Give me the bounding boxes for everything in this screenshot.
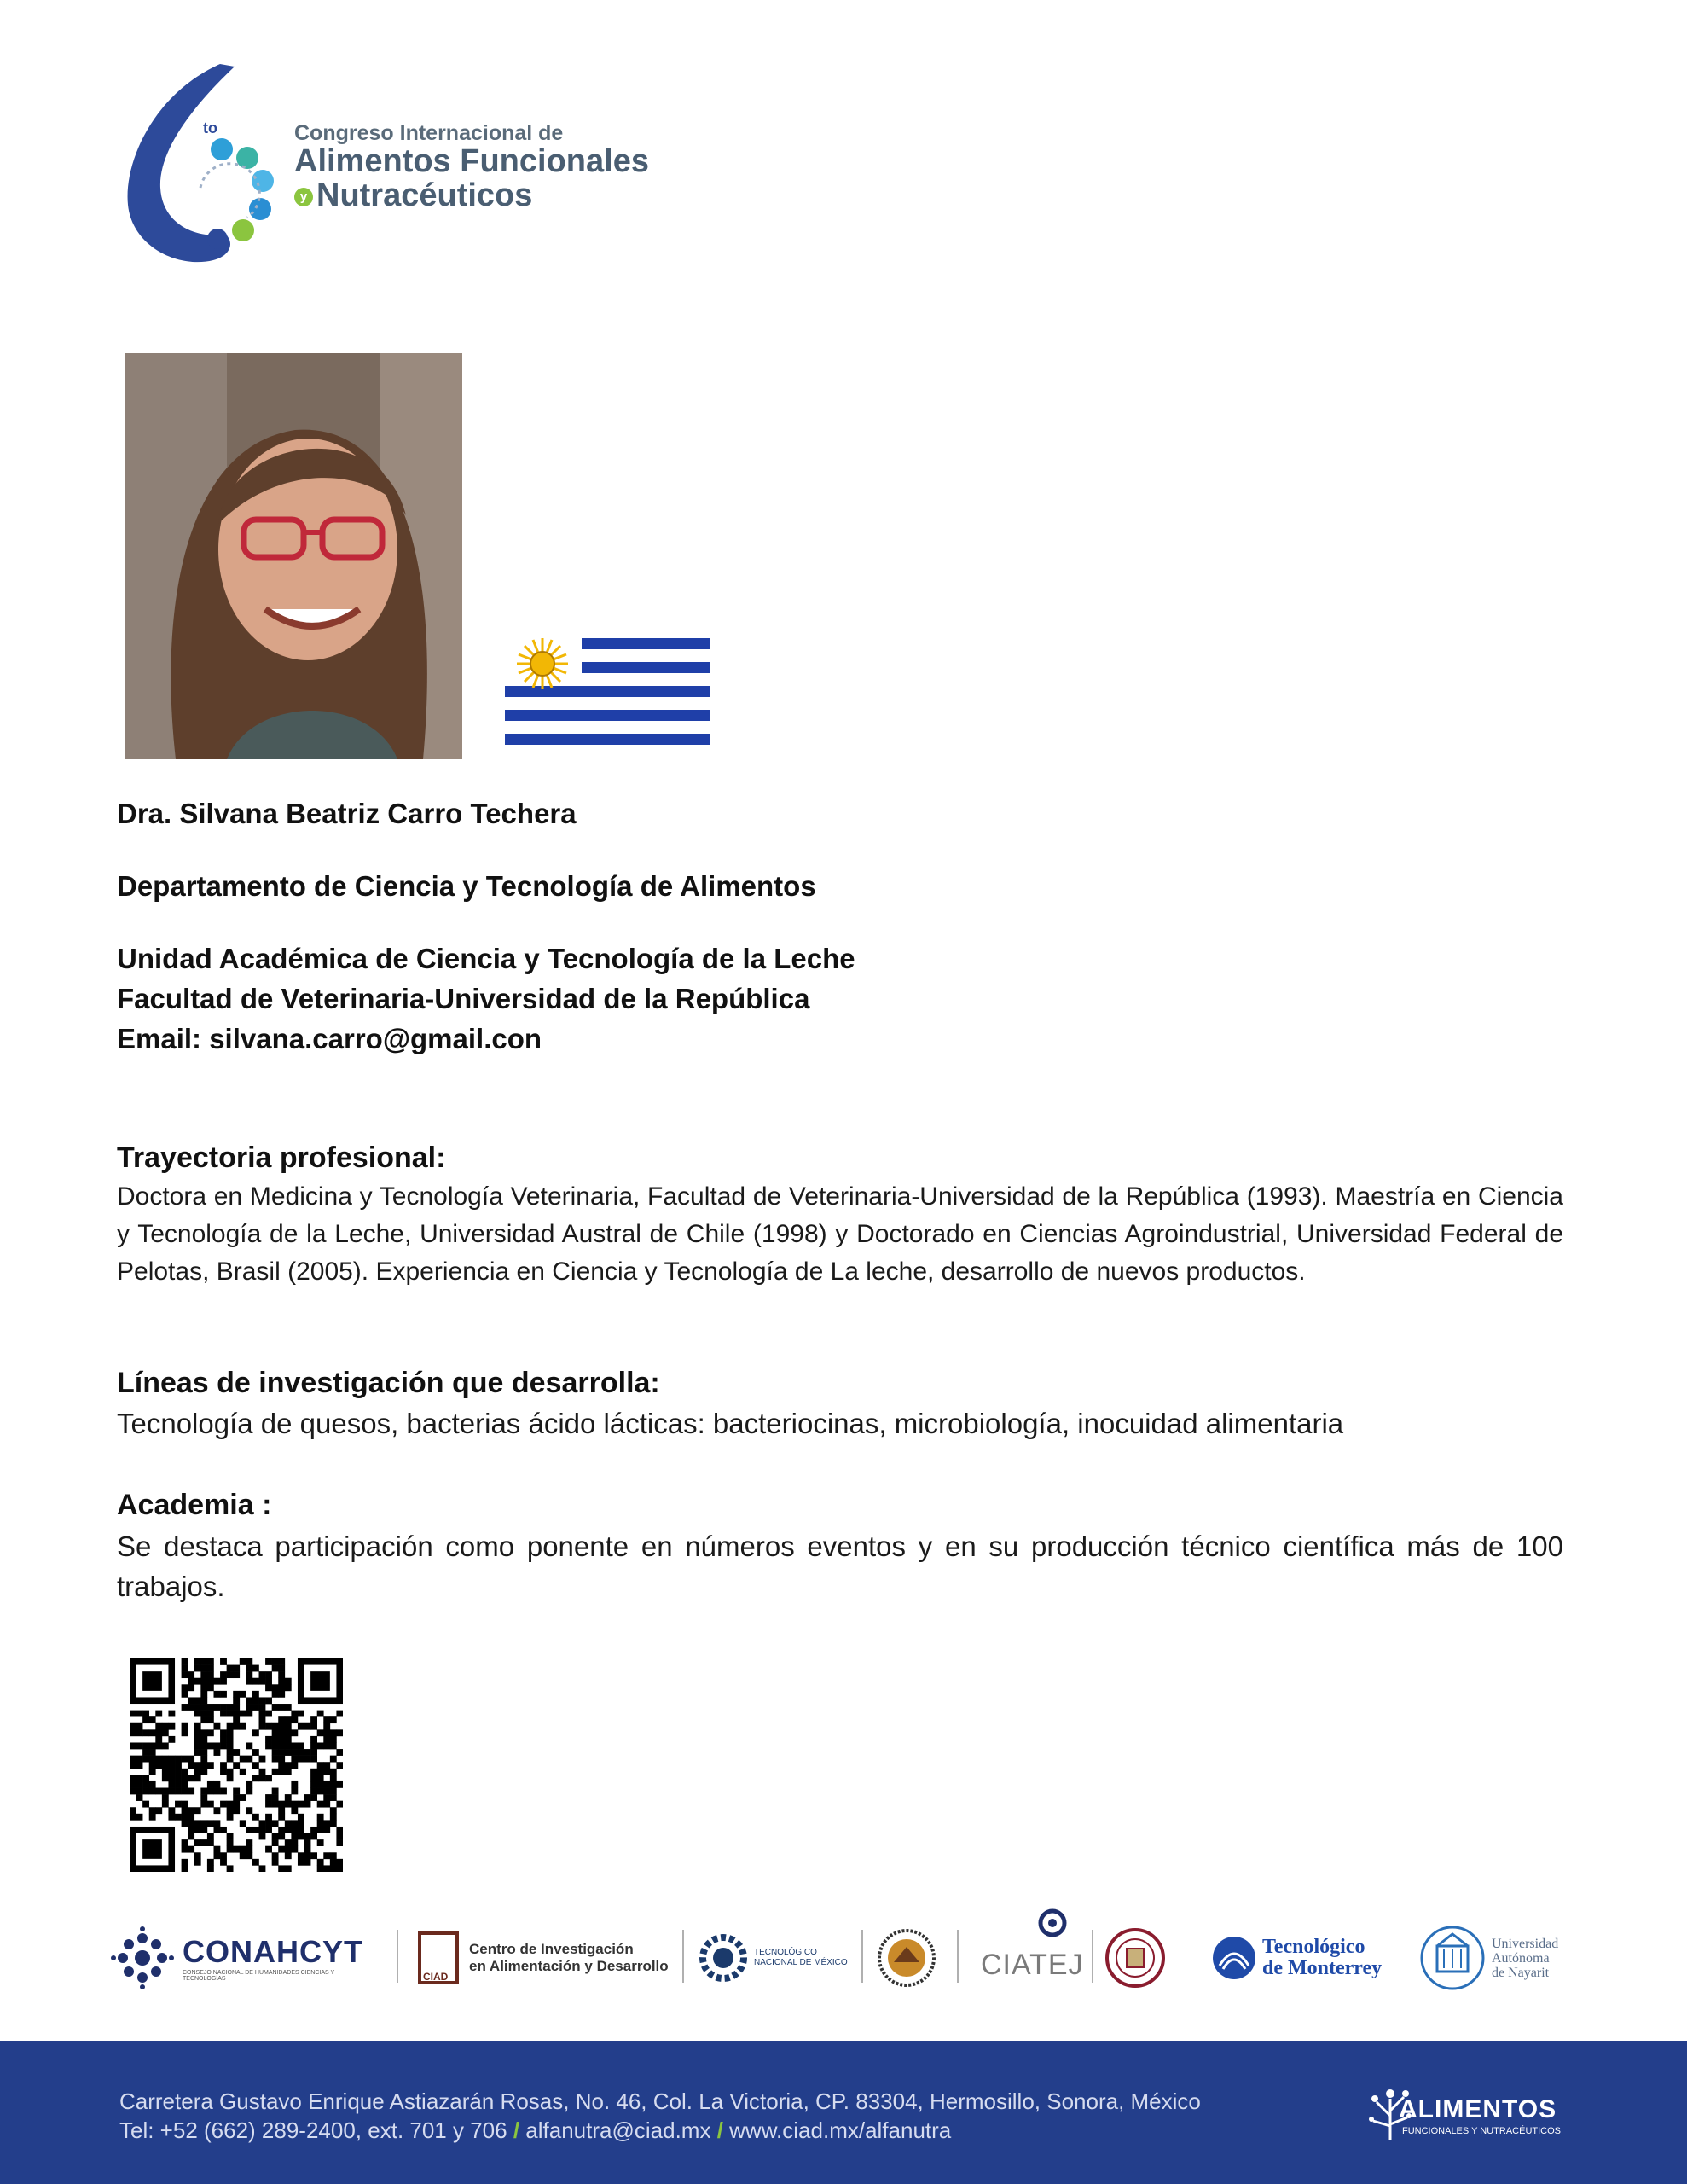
seal-logo-2	[1105, 1920, 1174, 1996]
conahcyt-logo	[111, 1920, 384, 1996]
tec-monterrey-logo	[1211, 1920, 1390, 1996]
trayectoria-heading: Trayectoria profesional:	[117, 1141, 446, 1174]
academia-text: Se destaca participación como ponente en números eventos y en su producción técnico científica más de 100 trabajos.	[117, 1531, 1563, 1602]
ciatej-icon	[1035, 1906, 1070, 1940]
profile-photo	[125, 353, 462, 759]
conahcyt-subtitle: CONSEJO NACIONAL DE HUMANIDADES CIENCIAS Y TECNOLOGÍAS	[183, 1970, 335, 1982]
tecnm-line2: NACIONAL DE MÉXICO	[754, 1958, 848, 1967]
tecnm-logo	[699, 1920, 870, 1996]
logo-connector: y	[294, 188, 313, 206]
uruguay-flag	[505, 638, 710, 745]
footer-slash: /	[716, 2117, 723, 2143]
logo-line2: Alimentos Funcionales	[294, 143, 649, 179]
footer-logo-sub: FUNCIONALES Y NUTRACÉUTICOS	[1402, 2126, 1562, 2136]
ciatej-name: CIATEJ	[981, 1948, 1084, 1981]
profile-faculty: Facultad de Veterinaria-Universidad de la República	[117, 983, 810, 1014]
divider	[861, 1930, 863, 1983]
tec-mty-line2: de Monterrey	[1262, 1957, 1383, 1979]
logo-superscript: to	[203, 119, 217, 136]
profile-department: Departamento de Ciencia y Tecnología de Alimentos	[117, 870, 816, 902]
qr-code-icon	[130, 1658, 343, 1872]
divider	[1092, 1930, 1093, 1983]
university-crest-icon	[1105, 1926, 1165, 1989]
footer-contact	[119, 2117, 951, 2144]
uan-crest-icon	[1418, 1924, 1487, 1992]
lineas-heading: Líneas de investigación que desarrolla:	[117, 1367, 660, 1399]
uan-line2: Autónoma	[1492, 1950, 1550, 1966]
university-seal-icon	[877, 1928, 936, 1988]
seal-logo-1	[877, 1920, 945, 1996]
trayectoria-text: Doctora en Medicina y Tecnología Veterinaria, Facultad de Veterinaria-Universidad de la República (1993). Maestría en Ciencia y Tecnología de la Leche, Universidad Austral de Chile (1998) y Doctorado en Ciencias Agroindustrial, Universidad Federal de Pelotas, Brasil (2005). Experiencia en Ciencia y Tecnología de La leche, desarrollo de nuevos productos.	[117, 1182, 1563, 1286]
uan-logo	[1418, 1920, 1589, 1996]
sponsor-logos	[111, 1920, 1586, 1996]
ciad-abbr: CIAD	[423, 1971, 449, 1983]
tec-mty-line1: Tecnológico	[1262, 1936, 1365, 1958]
ciad-line1: Centro de Investigación	[469, 1941, 634, 1957]
conahcyt-icon	[111, 1926, 174, 1989]
divider	[682, 1930, 684, 1983]
ciatej-mark	[981, 1935, 1084, 1982]
footer-email[interactable]: alfanutra@ciad.mx	[525, 2117, 711, 2143]
uruguay-flag-icon	[505, 638, 710, 745]
divider	[397, 1930, 398, 1983]
footer-logo-main: ALIMENTOS	[1399, 2095, 1557, 2123]
uan-line3: de Nayarit	[1492, 1965, 1550, 1980]
six-logo-icon	[119, 60, 307, 273]
tecnm-line1: TECNOLÓGICO	[754, 1948, 817, 1957]
uan-line1: Universidad	[1492, 1936, 1559, 1951]
congress-logo	[119, 60, 657, 273]
profile-email: Email: silvana.carro@gmail.con	[117, 1023, 542, 1054]
tec-monterrey-icon	[1211, 1935, 1257, 1981]
logo-line3	[294, 177, 532, 214]
qr-code[interactable]	[130, 1658, 343, 1872]
tecnm-gear-icon	[699, 1930, 747, 1986]
academia-heading: Academia :	[117, 1489, 272, 1521]
lineas-text: Tecnología de quesos, bacterias ácido lácticas: bacteriocinas, microbiología, inocuidad alimentaria	[117, 1408, 1344, 1439]
ciad-icon	[418, 1931, 459, 1984]
footer-alimentos-logo	[1365, 2073, 1586, 2141]
divider	[957, 1930, 959, 1983]
portrait-image	[125, 353, 462, 759]
conahcyt-name: CONAHCYT	[183, 1934, 363, 1969]
footer-address: Carretera Gustavo Enrique Astiazarán Rosas, No. 46, Col. La Victoria, CP. 83304, Hermosillo, Sonora, México	[119, 2088, 1201, 2114]
footer-web[interactable]: www.ciad.mx/alfanutra	[729, 2117, 952, 2143]
footer-slash: /	[513, 2117, 520, 2143]
footer-phone: Tel: +52 (662) 289-2400, ext. 701 y 706	[119, 2117, 507, 2143]
ciatej-logo	[981, 1920, 1083, 1996]
ciad-line2: en Alimentación y Desarrollo	[469, 1958, 669, 1974]
profile-name: Dra. Silvana Beatriz Carro Techera	[117, 798, 577, 829]
logo-line1: Congreso Internacional de	[294, 121, 564, 145]
logo-line3-text: Nutracéuticos	[316, 177, 533, 213]
profile-unit: Unidad Académica de Ciencia y Tecnología de la Leche	[117, 943, 855, 974]
